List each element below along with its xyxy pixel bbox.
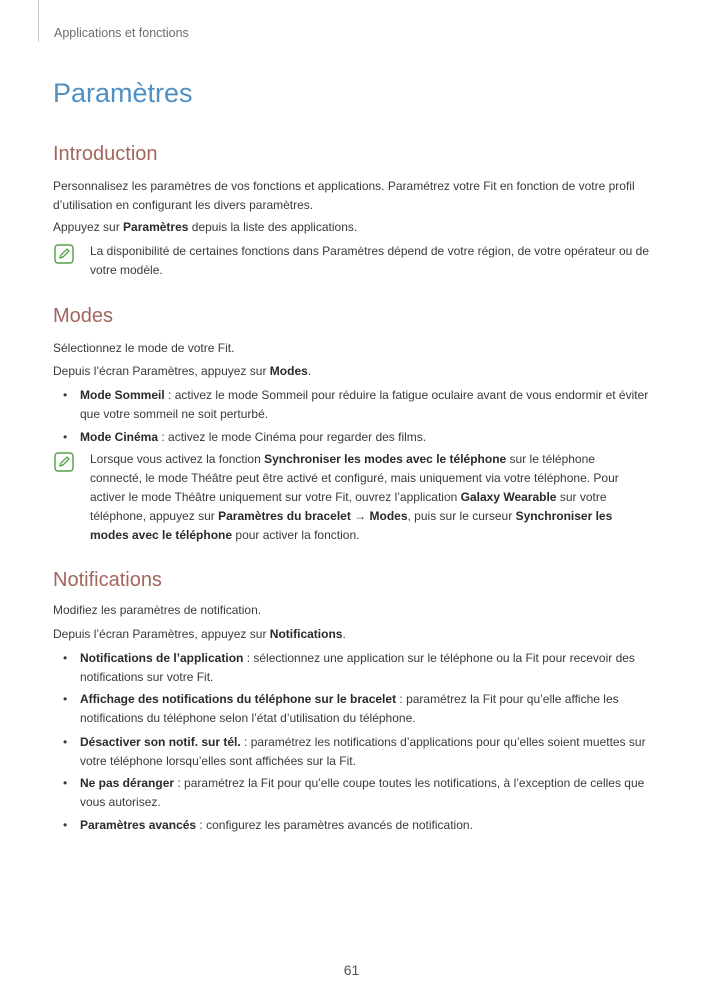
list-item-notif-display bbox=[80, 690, 650, 728]
notifications-instruction-end: . bbox=[342, 627, 346, 641]
page-title: Paramètres bbox=[53, 78, 193, 108]
note-text: sur le téléphone connecté, le mode Théâtre peut être activé et configuré, mais uniquement via votre téléphone. Pour activer le mode Théâtre uniquement sur votre Fit, ouvrez l’application bbox=[90, 452, 619, 504]
item-text: : configurez les paramètres avancés de notification. bbox=[196, 818, 473, 832]
item-bold: Notifications de l’application bbox=[80, 651, 244, 665]
item-text: : paramétrez la Fit pour qu’elle affiche les notifications du téléphone selon l’état d’utilisation du téléphone. bbox=[80, 692, 619, 725]
bullet: • bbox=[63, 388, 68, 402]
notifications-instruction-text: Depuis l’écran Paramètres, appuyez sur bbox=[53, 627, 270, 641]
notifications-instruction-bold: Notifications bbox=[269, 627, 343, 641]
modes-note bbox=[90, 450, 650, 545]
list-item-notif-app bbox=[80, 649, 650, 687]
modes-paragraph: Sélectionnez le mode de votre Fit. bbox=[53, 341, 235, 355]
item-text: : sélectionnez une application sur le téléphone ou la Fit pour recevoir des notifications sur votre Fit. bbox=[80, 651, 635, 684]
modes-instruction bbox=[53, 362, 653, 381]
item-text: : paramétrez la Fit pour qu’elle coupe toutes les notifications, à l’exception de celles que vous autorisez. bbox=[80, 776, 645, 809]
item-bold: Affichage des notifications du téléphone sur le bracelet bbox=[80, 692, 397, 706]
note-bold: Paramètres du bracelet bbox=[218, 509, 351, 523]
list-item-mode-cinema bbox=[80, 428, 650, 447]
item-text: : activez le mode Cinéma pour regarder des films. bbox=[158, 430, 427, 444]
page-number: 61 bbox=[343, 962, 360, 978]
bullet: • bbox=[63, 430, 68, 444]
modes-instruction-end: . bbox=[307, 364, 312, 378]
modes-instruction-text: Depuis l’écran Paramètres, appuyez sur bbox=[53, 364, 270, 378]
modes-instruction-bold: Modes bbox=[269, 364, 308, 378]
intro-instruction bbox=[53, 218, 653, 237]
bullet: • bbox=[63, 818, 68, 832]
note-text: sur votre téléphone, appuyez sur bbox=[90, 490, 607, 523]
list-item-notif-dnd bbox=[80, 774, 650, 812]
note-bold: Synchroniser les modes avec le téléphone bbox=[90, 509, 613, 542]
note-bold: Synchroniser les modes avec le téléphone bbox=[264, 452, 507, 466]
bullet: • bbox=[63, 651, 68, 665]
notifications-paragraph: Modifiez les paramètres de notification. bbox=[53, 603, 262, 617]
note-arrow: → bbox=[350, 509, 370, 523]
bullet: • bbox=[63, 735, 68, 749]
list-item-notif-advanced bbox=[80, 816, 650, 835]
item-bold: Mode Sommeil bbox=[80, 388, 165, 402]
note-pencil-icon bbox=[54, 244, 74, 264]
intro-instruction-bold: Paramètres bbox=[123, 220, 189, 234]
note-text: Lorsque vous activez la fonction bbox=[90, 452, 265, 466]
bullet: • bbox=[63, 692, 68, 706]
item-bold: Mode Cinéma bbox=[80, 430, 159, 444]
item-bold: Désactiver son notif. sur tél. bbox=[80, 735, 241, 749]
notifications-heading: Notifications bbox=[53, 569, 162, 591]
intro-heading: Introduction bbox=[53, 143, 158, 165]
note-pencil-icon bbox=[54, 452, 74, 472]
notifications-instruction bbox=[53, 625, 653, 644]
header-rule bbox=[38, 0, 39, 42]
item-bold: Ne pas déranger bbox=[80, 776, 175, 790]
intro-instruction-text: Appuyez sur bbox=[53, 220, 124, 234]
list-item-mode-sommeil bbox=[80, 386, 650, 424]
intro-paragraph: Personnalisez les paramètres de vos fonctions et applications. Paramétrez votre Fit en fonction de votre profil d’utilisation en configurant les divers paramètres. bbox=[53, 179, 635, 212]
note-text: , puis sur le curseur bbox=[407, 509, 516, 523]
list-item-notif-mute bbox=[80, 733, 650, 771]
header-section-title: Applications et fonctions bbox=[54, 26, 189, 40]
note-text: pour activer la fonction. bbox=[232, 528, 360, 542]
bullet: • bbox=[63, 776, 68, 790]
item-text: : activez le mode Sommeil pour réduire la fatigue oculaire avant de vous endormir et éviter que votre sommeil ne soit perturbé. bbox=[80, 388, 649, 421]
intro-note: La disponibilité de certaines fonctions dans Paramètres dépend de votre région, de votre opérateur ou de votre modèle. bbox=[90, 244, 650, 277]
modes-heading: Modes bbox=[53, 305, 114, 327]
item-bold: Paramètres avancés bbox=[80, 818, 197, 832]
note-bold: Modes bbox=[369, 509, 408, 523]
intro-instruction-end: depuis la liste des applications. bbox=[188, 220, 358, 234]
note-bold: Galaxy Wearable bbox=[460, 490, 557, 504]
item-text: : paramétrez les notifications d’applications pour qu’elles soient muettes sur votre téléphone lorsqu’elles sont affichées sur la Fit. bbox=[80, 735, 646, 768]
